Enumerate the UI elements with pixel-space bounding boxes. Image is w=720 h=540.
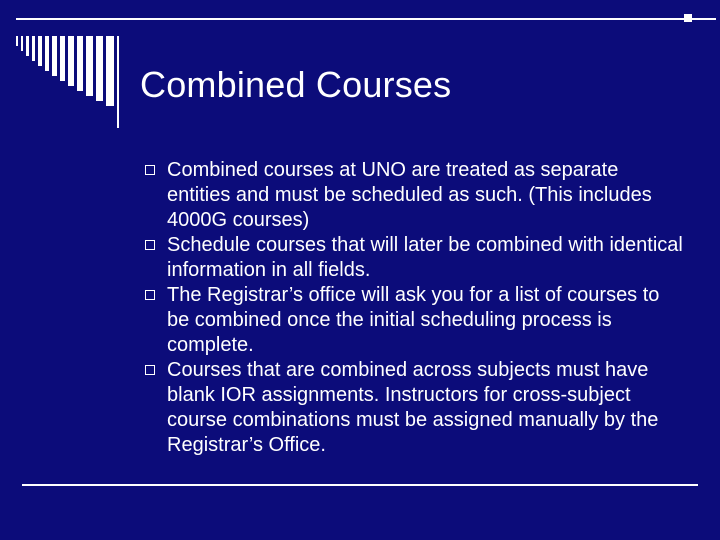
bullet-list — [145, 158, 685, 458]
bullet-text: Courses that are combined across subjects must have blank IOR assignments. Instructors for cross-subject course combinations must be assigned manually by the Registrar’s Office. — [167, 359, 659, 456]
bottom-divider-line — [22, 484, 698, 486]
bullet-text: Combined courses at UNO are treated as separate entities and must be scheduled as such. (This includes 4000G courses) — [167, 159, 652, 231]
title-divider-line — [117, 36, 119, 128]
hollow-square-bullet-icon — [145, 290, 155, 300]
bullet-item — [145, 158, 685, 233]
bullet-text: Schedule courses that will later be combined with identical information in all fields. — [167, 234, 683, 281]
hollow-square-bullet-icon — [145, 240, 155, 250]
bullet-item — [145, 358, 685, 458]
bullet-item — [145, 283, 685, 358]
hollow-square-bullet-icon — [145, 365, 155, 375]
bullet-text: The Registrar’s office will ask you for a list of courses to be combined once the initial scheduling process is complete. — [167, 284, 660, 356]
bullet-item — [145, 233, 685, 283]
hollow-square-bullet-icon — [145, 165, 155, 175]
slide-title: Combined Courses — [140, 64, 452, 105]
